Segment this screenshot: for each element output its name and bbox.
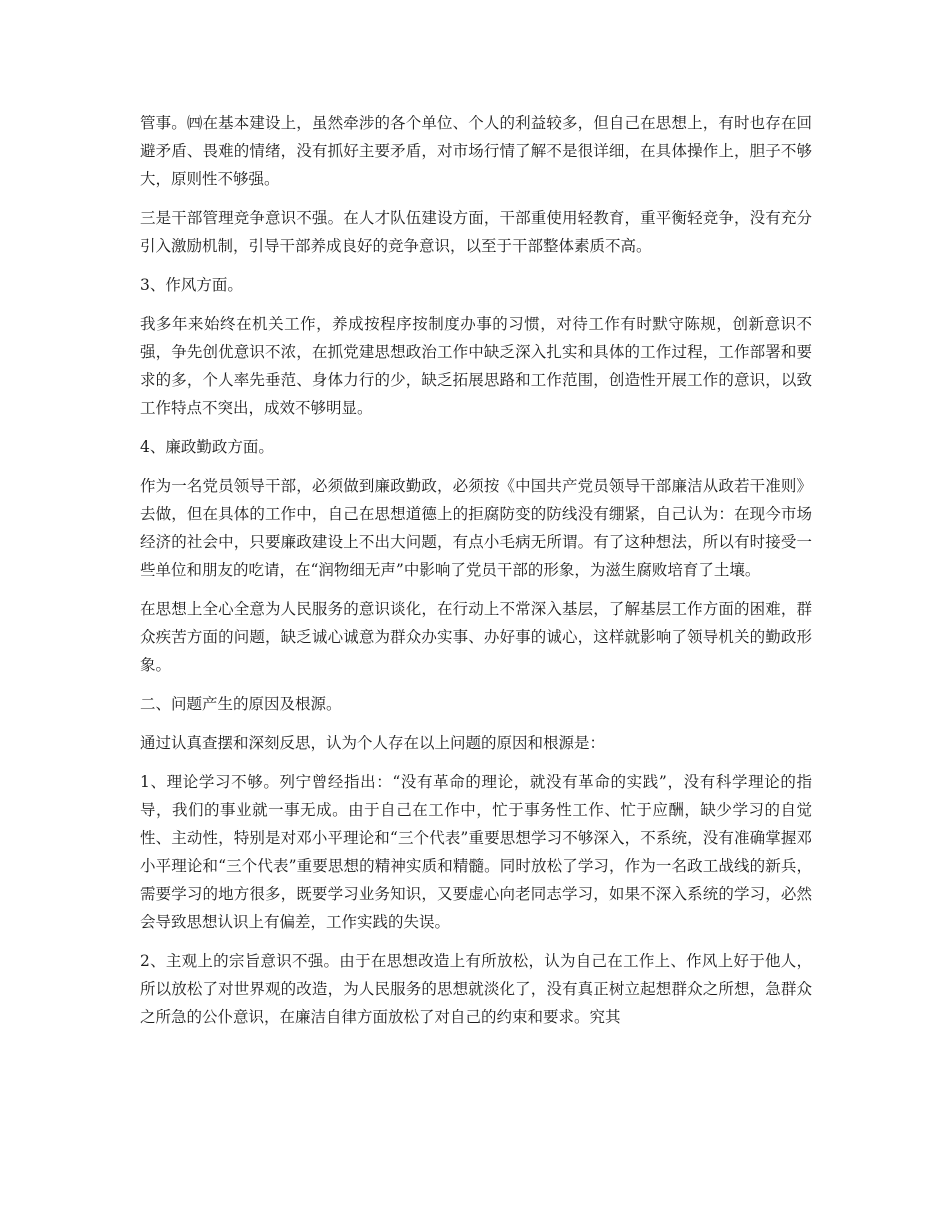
paragraph-theory-study: 1、理论学习不够。列宁曾经指出：“没有革命的理论，就没有革命的实践”，没有科学理论的指导，我们的事业就一事无成。由于自己在工作中，忙于事务性工作、忙于应酬，缺少学习的自觉性、主动性，特别是对邓小平理论和“三个代表”重要思想学习不够深入，不系统，没有准确掌握邓小平理论和“三个代表”重要思想的精神实质和精髓。同时放松了学习，作为一名政工战线的新兵，需要学习的地方很多，既要学习业务知识，又要虚心向老同志学习，如果不深入系统的学习，必然会导致思想认识上有偏差，工作实践的失误。 — [140, 773, 812, 931]
paragraph-basic-construction: 管事。㈣在基本建设上，虽然牵涉的各个单位、个人的利益较多，但自己在思想上，有时也存在回避矛盾、畏难的情绪，没有抓好主要矛盾，对市场行情了解不是很详细，在具体操作上，胆子不够大，原则性不够强。 — [140, 114, 812, 188]
heading-integrity: 4、廉政勤政方面。 — [140, 438, 274, 456]
paragraph-purpose-awareness: 2、主观上的宗旨意识不强。由于在思想改造上有所放松，认为自己在工作上、作风上好于他人，所以放松了对世界观的改造，为人民服务的思想就淡化了，没有真正树立起想群众之所想，急群众之所急的公仆意识，在廉洁自律方面放松了对自己的约束和要求。究其 — [140, 952, 812, 1026]
paragraph-causes-intro: 通过认真查摆和深刻反思，认为个人存在以上问题的原因和根源是： — [140, 734, 606, 752]
paragraph-integrity: 作为一名党员领导干部，必须做到廉政勤政，必须按《中国共产党员领导干部廉洁从政若干准则》去做，但在具体的工作中，自己在思想道德上的拒腐防变的防线没有绷紧，自己认为：在现今市场经济的社会中，只要廉政建设上不出大问题，有点小毛病无所谓。有了这种想法，所以有时接受一些单位和朋友的吃请，在“润物细无声”中影响了党员干部的形象，为滋生腐败培育了土壤。 — [140, 477, 812, 579]
paragraph-cadre-competition: 三是干部管理竞争意识不强。在人才队伍建设方面，干部重使用轻教育，重平衡轻竞争，没有充分引入激励机制，引导干部养成良好的竞争意识，以至于干部整体素质不高。 — [140, 209, 812, 255]
paragraph-work-style: 我多年来始终在机关工作，养成按程序按制度办事的习惯，对待工作有时默守陈规，创新意识不强，争先创优意识不浓，在抓党建思想政治工作中缺乏深入扎实和具体的工作过程，工作部署和要求的多，个人率先垂范、身体力行的少，缺乏拓展思路和工作范围，创造性开展工作的意识，以致工作特点不突出，成效不够明显。 — [140, 315, 812, 417]
paragraph-service-awareness: 在思想上全心全意为人民服务的意识谈化，在行动上不常深入基层，了解基层工作方面的困难，群众疾苦方面的问题，缺乏诚心诚意为群众办实事、办好事的诚心，这样就影响了领导机关的勤政形象。 — [140, 600, 812, 674]
document-body — [140, 109, 812, 1042]
heading-work-style: 3、作风方面。 — [140, 276, 243, 294]
heading-causes: 二、问题产生的原因及根源。 — [140, 695, 342, 713]
